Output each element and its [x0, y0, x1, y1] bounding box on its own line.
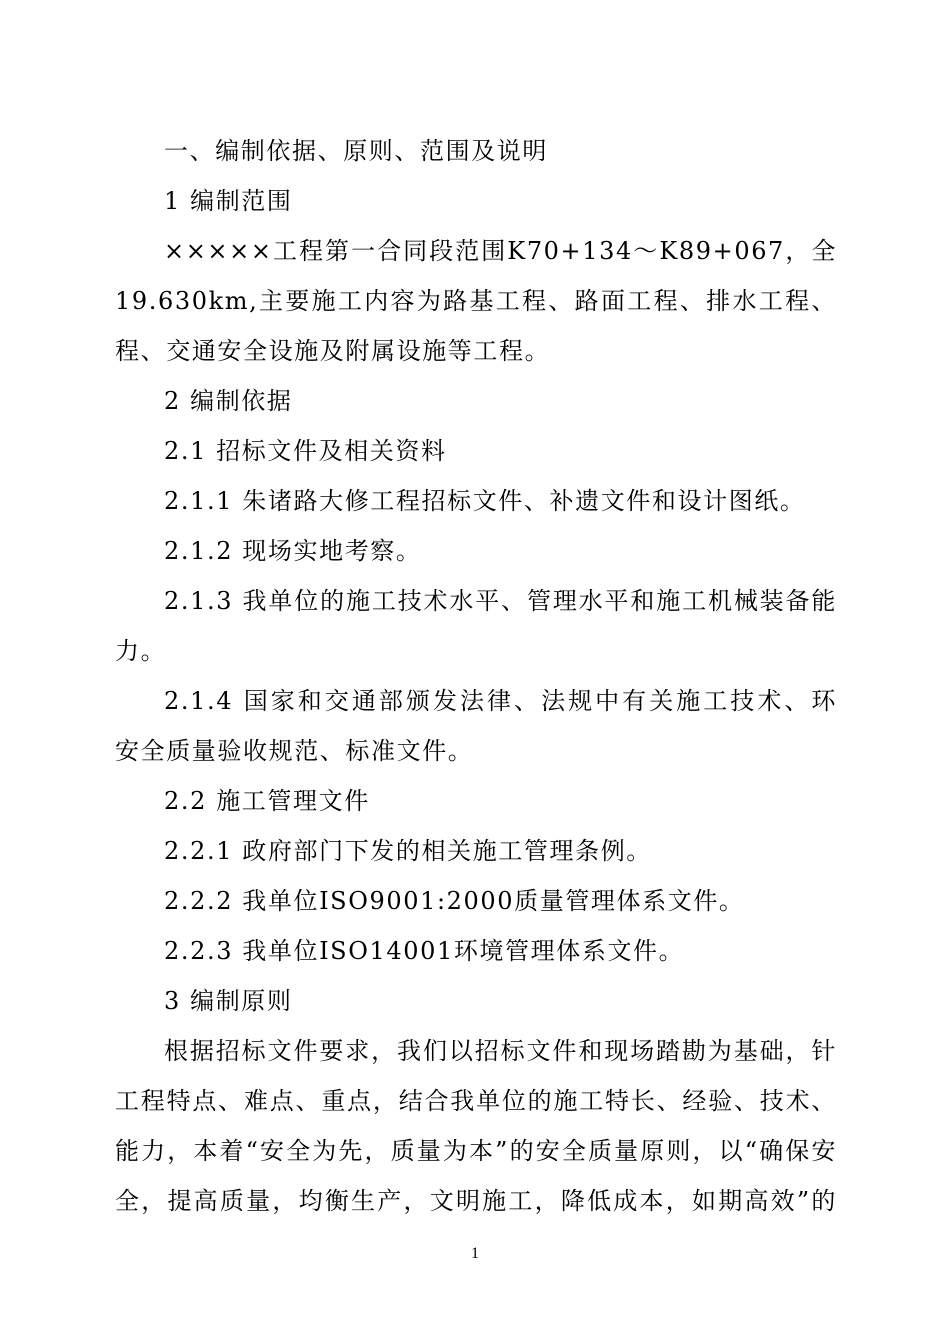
- text-line: 力。: [115, 637, 167, 665]
- text-line: 全，提高质量，均衡生产，文明施工，降低成本，如期高效”的: [115, 1187, 837, 1215]
- text-line: 安全质量验收规范、标准文件。: [115, 737, 474, 765]
- text-line: 2.1.1 朱诸路大修工程招标文件、补遗文件和设计图纸。: [164, 487, 806, 515]
- text-line: 工程特点、难点、重点，结合我单位的施工特长、经验、技术、: [115, 1087, 837, 1115]
- text-line: ×××××工程第一合同段范围K70+134～K89+067，全: [164, 237, 837, 265]
- text-line: 2.1.2 现场实地考察。: [164, 537, 422, 565]
- text-line: 能力，本着“安全为先，质量为本”的安全质量原则，以“确保安: [115, 1137, 837, 1165]
- text-line: 3 编制原则: [164, 987, 293, 1015]
- text-line: 2.2 施工管理文件: [164, 787, 370, 815]
- text-line: 2 编制依据: [164, 387, 293, 415]
- text-line: 2.2.2 我单位ISO9001:2000质量管理体系文件。: [164, 887, 745, 915]
- text-line: 根据招标文件要求，我们以招标文件和现场踏勘为基础，针: [164, 1037, 837, 1065]
- text-line: 程、交通安全设施及附属设施等工程。: [115, 337, 551, 365]
- document-body: [115, 126, 837, 1226]
- text-line: 一、编制依据、原则、范围及说明: [164, 137, 548, 165]
- text-line: 2.2.1 政府部门下发的相关施工管理条例。: [164, 837, 652, 865]
- page-number: 1: [471, 1245, 479, 1262]
- text-line: 2.1.3 我单位的施工技术水平、管理水平和施工机械装备能: [164, 587, 837, 615]
- text-line: 2.2.3 我单位ISO14001环境管理体系文件。: [164, 937, 685, 965]
- text-line: 19.630km,主要施工内容为路基工程、路面工程、排水工程、: [115, 287, 837, 315]
- text-line: 2.1 招标文件及相关资料: [164, 437, 447, 465]
- text-line: 1 编制范围: [164, 187, 293, 215]
- text-line: 2.1.4 国家和交通部颁发法律、法规中有关施工技术、环: [164, 687, 837, 715]
